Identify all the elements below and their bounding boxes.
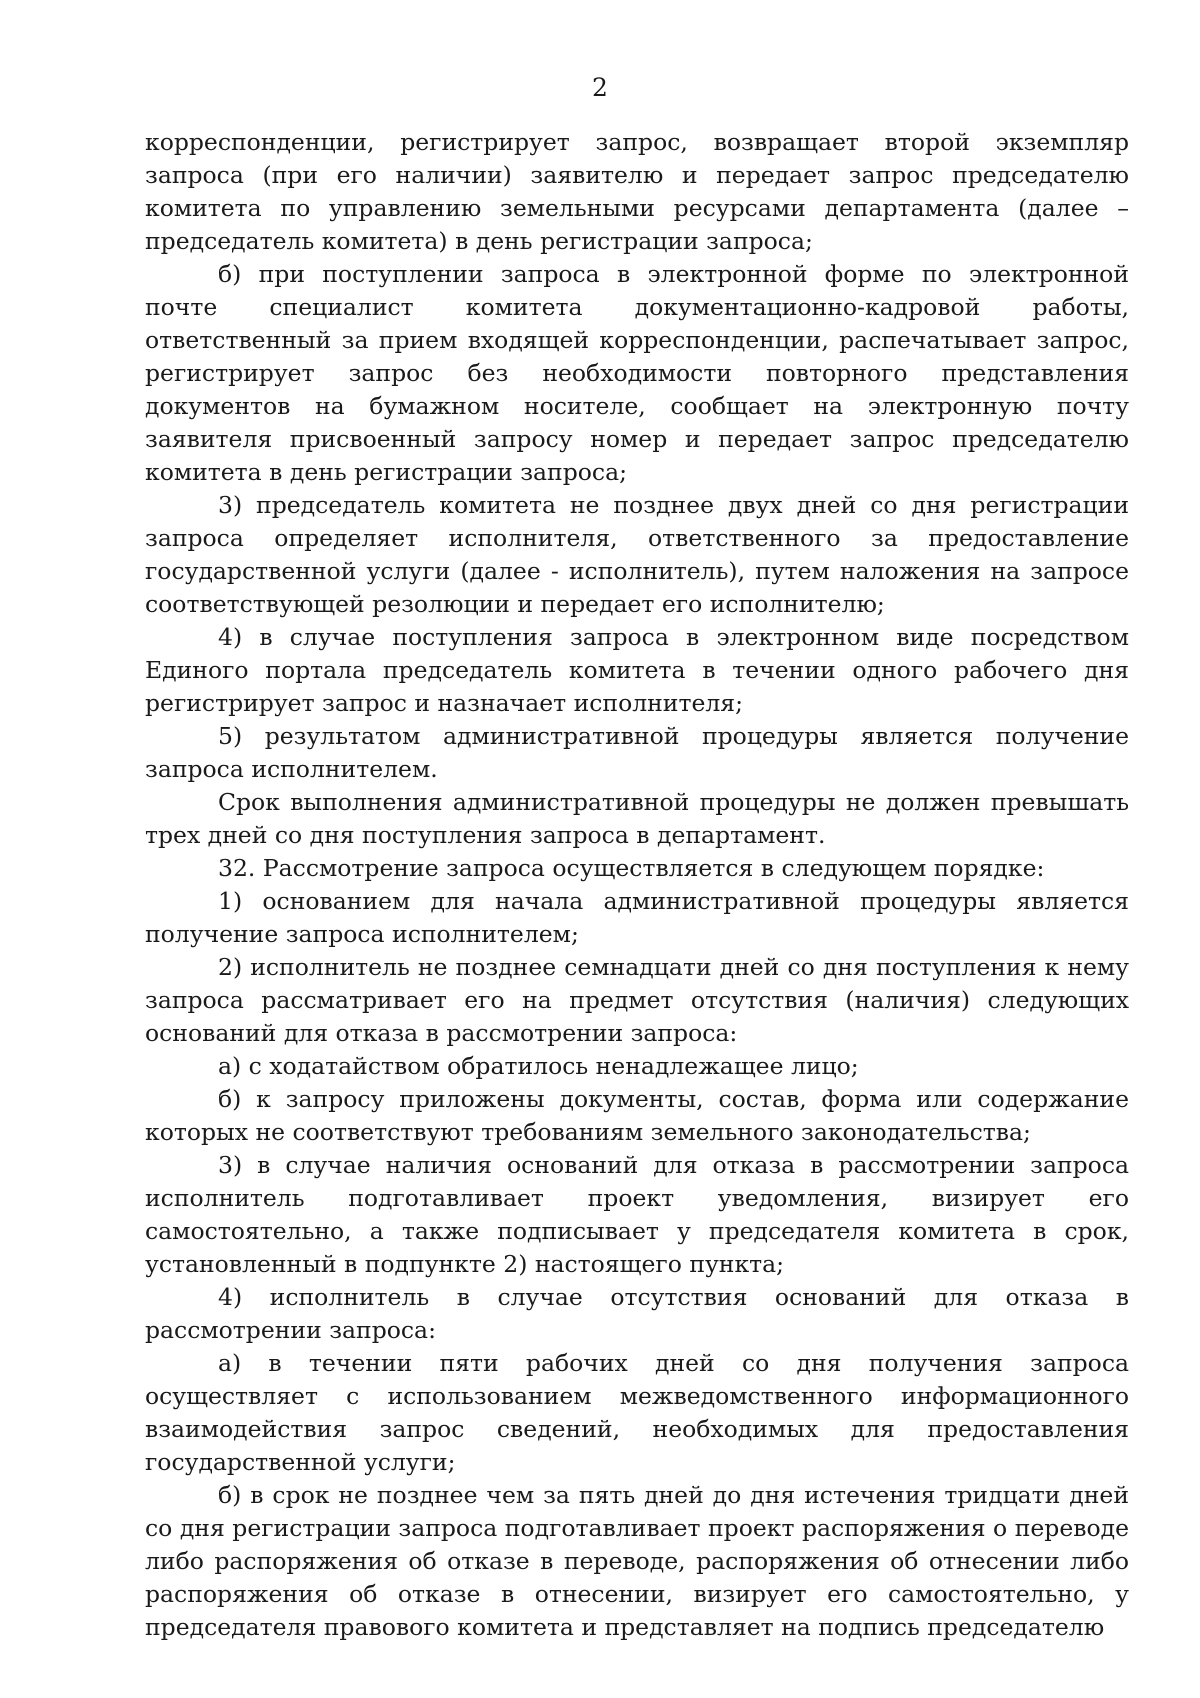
paragraph: 5) результатом административной процедуры является получение запроса исполнителем. [145,722,1129,783]
paragraph: 2) исполнитель не позднее семнадцати дней со дня поступления к нему запроса рассматривает его на предмет отсутствия (наличия) следующих оснований для отказа в рассмотрении запроса: [145,953,1129,1047]
document-body [145,126,1129,1644]
paragraph: 4) исполнитель в случае отсутствия оснований для отказа в рассмотрении запроса: [145,1283,1129,1344]
paragraph: б) при поступлении запроса в электронной форме по электронной почте специалист комитета документационно-кадровой работы, ответственный за прием входящей корреспонденции, распечатывает запрос, регистрирует запрос без необходимости повторного представления документов на бумажном носителе, сообщает на электронную почту заявителя присвоенный запросу номер и передает запрос председателю комитета в день регистрации запроса; [145,260,1129,486]
paragraph: корреспонденции, регистрирует запрос, возвращает второй экземпляр запроса (при его наличии) заявителю и передает запрос председателю комитета по управлению земельными ресурсами департамента (далее – председатель комитета) в день регистрации запроса; [145,128,1129,255]
paragraph: 3) в случае наличия оснований для отказа в рассмотрении запроса исполнитель подготавливает проект уведомления, визирует его самостоятельно, а также подписывает у председателя комитета в срок, установленный в подпункте 2) настоящего пункта; [145,1151,1129,1278]
paragraph: б) к запросу приложены документы, состав, форма или содержание которых не соответствуют требованиям земельного законодательства; [145,1085,1129,1146]
paragraph: б) в срок не позднее чем за пять дней до дня истечения тридцати дней со дня регистрации запроса подготавливает проект распоряжения о переводе либо распоряжения об отказе в переводе, распоряжения об отнесении либо распоряжения об отказе в отнесении, визирует его самостоятельно, у председателя правового комитета и представляет на подпись председателю [145,1481,1129,1641]
paragraph: 1) основанием для начала административной процедуры является получение запроса исполнителем; [145,887,1129,948]
paragraph: а) в течении пяти рабочих дней со дня получения запроса осуществляет с использованием межведомственного информационного взаимодействия запрос сведений, необходимых для предоставления государственной услуги; [145,1349,1129,1476]
paragraph: 4) в случае поступления запроса в электронном виде посредством Единого портала председатель комитета в течении одного рабочего дня регистрирует запрос и назначает исполнителя; [145,623,1129,717]
paragraph: а) с ходатайством обратилось ненадлежащее лицо; [218,1052,859,1080]
paragraph: 32. Рассмотрение запроса осуществляется в следующем порядке: [218,854,1045,882]
paragraph: 3) председатель комитета не позднее двух дней со дня регистрации запроса определяет исполнителя, ответственного за предоставление государственной услуги (далее - исполнитель), путем наложения на запросе соответствующей резолюции и передает его исполнителю; [145,491,1129,618]
page-number: 2 [592,73,608,102]
paragraph: Срок выполнения административной процедуры не должен превышать трех дней со дня поступления запроса в департамент. [145,788,1129,849]
